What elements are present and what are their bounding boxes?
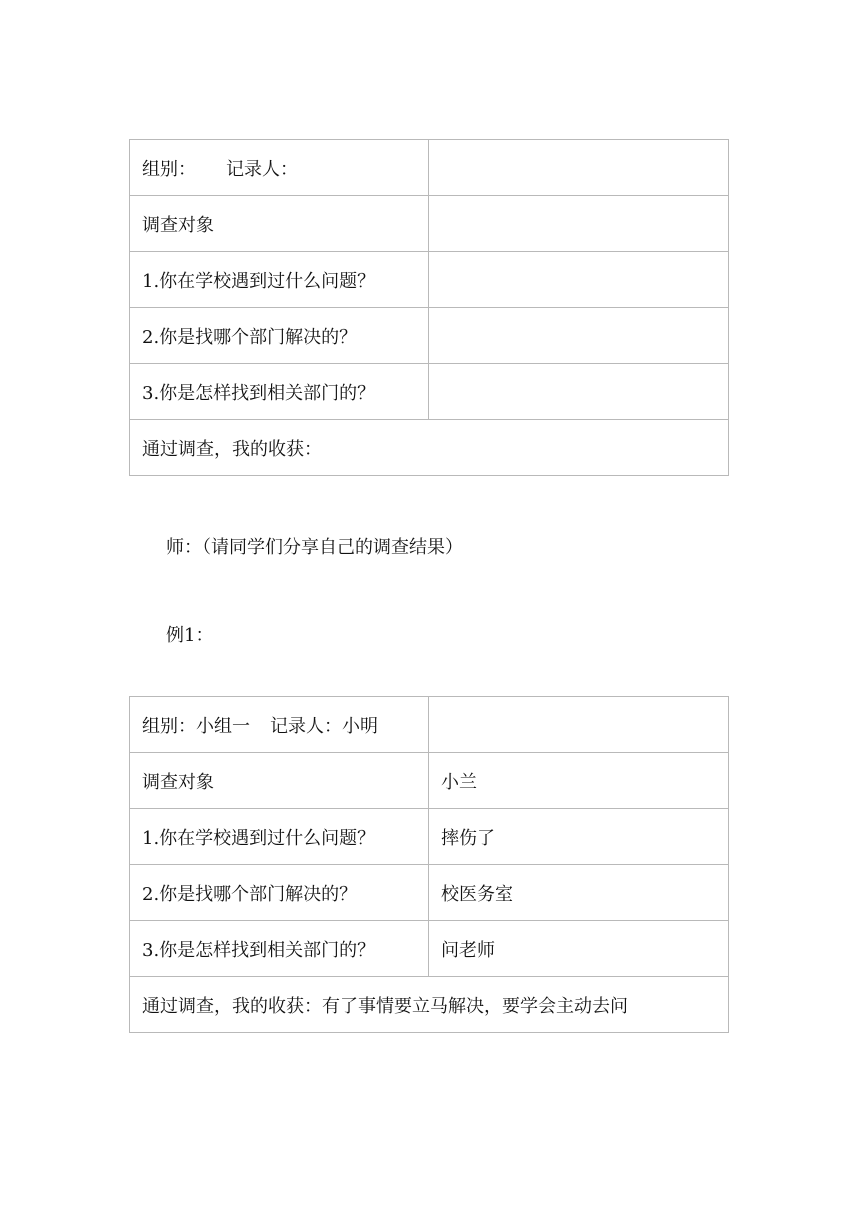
question-cell: 调查对象	[130, 196, 429, 252]
table-row	[130, 865, 729, 921]
answer-cell	[429, 364, 729, 420]
example-survey-table	[129, 696, 729, 1033]
question-cell: 调查对象	[130, 753, 429, 809]
table-row	[130, 420, 729, 476]
table-row	[130, 809, 729, 865]
group-recorder-cell	[130, 697, 429, 753]
table-row	[130, 196, 729, 252]
question-cell: 1.你在学校遇到过什么问题？	[130, 809, 429, 865]
table-row	[130, 921, 729, 977]
table-row	[130, 140, 729, 196]
group-label: 组别：	[142, 158, 196, 180]
table-row	[130, 308, 729, 364]
table-row	[130, 252, 729, 308]
table-row	[130, 364, 729, 420]
table-row	[130, 977, 729, 1033]
group-recorder-answer-cell	[429, 140, 729, 196]
question-cell: 2.你是找哪个部门解决的？	[130, 865, 429, 921]
summary-cell: 通过调查，我的收获：有了事情要立马解决，要学会主动去问	[130, 977, 729, 1033]
question-cell: 3.你是怎样找到相关部门的？	[130, 921, 429, 977]
answer-cell: 摔伤了	[429, 809, 729, 865]
answer-cell	[429, 308, 729, 364]
group-recorder-cell	[130, 140, 429, 196]
recorder-label: 记录人：	[226, 158, 298, 180]
table-row	[130, 753, 729, 809]
example-label: 例1：	[166, 625, 214, 646]
recorder-label: 记录人：小明	[270, 715, 378, 737]
answer-cell: 问老师	[429, 921, 729, 977]
group-recorder-answer-cell	[429, 697, 729, 753]
blank-survey-table	[129, 139, 729, 476]
teacher-line: 师：（请同学们分享自己的调查结果）	[166, 537, 463, 558]
answer-cell: 小兰	[429, 753, 729, 809]
question-cell: 1.你在学校遇到过什么问题？	[130, 252, 429, 308]
question-cell: 3.你是怎样找到相关部门的？	[130, 364, 429, 420]
table-row	[130, 697, 729, 753]
answer-cell: 校医务室	[429, 865, 729, 921]
answer-cell	[429, 252, 729, 308]
summary-cell: 通过调查，我的收获：	[130, 420, 729, 476]
group-label: 组别：小组一	[142, 715, 250, 737]
answer-cell	[429, 196, 729, 252]
question-cell: 2.你是找哪个部门解决的？	[130, 308, 429, 364]
